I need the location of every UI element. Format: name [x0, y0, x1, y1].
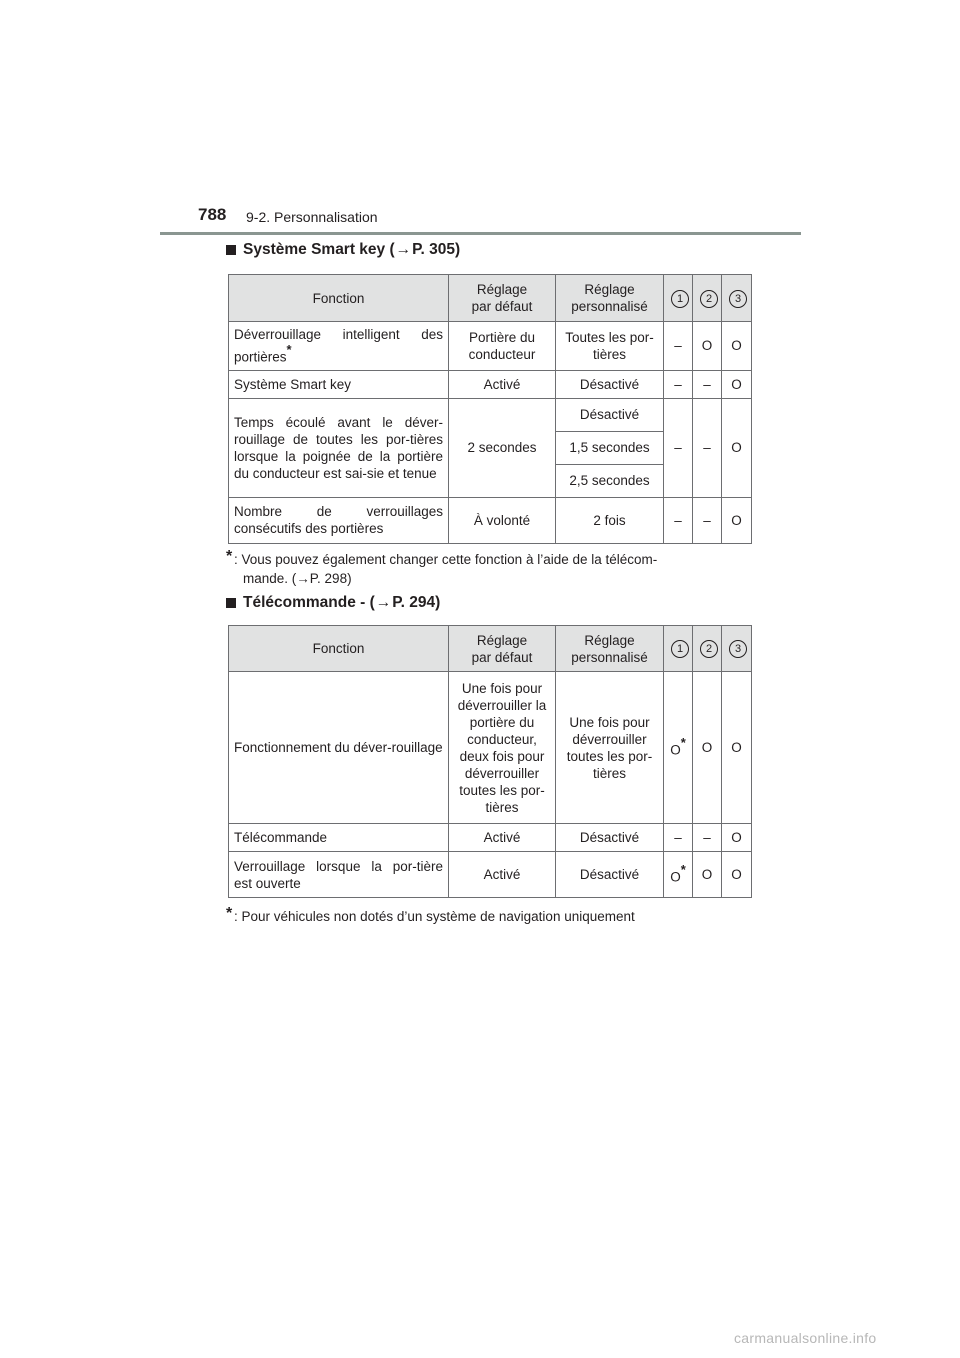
footnote-remote — [226, 907, 756, 926]
table-row — [229, 370, 752, 398]
col-custom-line2: personnalisé — [571, 299, 648, 314]
circled-1-icon: 1 — [671, 640, 689, 658]
chapter-title: 9-2. Personnalisation — [246, 209, 378, 225]
col-custom — [556, 275, 664, 322]
circled-3-icon: 3 — [729, 290, 747, 308]
method-2-cell: – — [693, 370, 722, 398]
footnote-line1: : Vous pouvez également changer cette fonction à l’aide de la télécom- — [234, 552, 658, 567]
function-cell — [229, 322, 449, 371]
method-3-cell: O — [722, 398, 752, 497]
table-row — [229, 497, 752, 543]
asterisk-icon: * — [680, 862, 686, 878]
default-cell: Activé — [449, 852, 556, 898]
square-bullet-icon — [226, 598, 236, 608]
method-2-cell: – — [693, 398, 722, 497]
col-method-1 — [664, 275, 693, 322]
col-method-1 — [664, 626, 693, 672]
col-default — [449, 626, 556, 672]
method-1-cell: – — [664, 370, 693, 398]
table-row — [229, 672, 752, 824]
default-cell: Une fois pour déverrouiller la portière du conducteur, deux fois pour déverrouiller toutes les por-tières — [449, 672, 556, 824]
function-cell: Fonctionnement du déver-rouillage — [229, 672, 449, 824]
circled-1-icon: 1 — [671, 290, 689, 308]
method-1-cell: – — [664, 824, 693, 852]
default-line1: Portière du — [468, 329, 536, 345]
col-custom-line1: Réglage — [584, 632, 635, 648]
circled-2-icon: 2 — [700, 290, 718, 308]
circled-2-icon: 2 — [700, 640, 718, 658]
method-3-cell: O — [722, 497, 752, 543]
method-3-cell: O — [722, 370, 752, 398]
asterisk-icon: * — [680, 735, 686, 751]
default-line2: conducteur — [468, 346, 536, 362]
custom-cell — [556, 322, 664, 371]
custom-option-cell: 2,5 secondes — [556, 464, 664, 497]
arrow-icon: → — [296, 571, 310, 586]
col-default-line1: Réglage — [476, 282, 528, 297]
method-1-cell: – — [664, 322, 693, 371]
function-cell: Nombre de verrouillages consécutifs des portières — [229, 497, 449, 543]
circled-3-icon: 3 — [729, 640, 747, 658]
default-cell: Activé — [449, 370, 556, 398]
method-value: O — [670, 742, 681, 758]
method-2-cell: – — [693, 497, 722, 543]
col-default-line1: Réglage — [476, 632, 528, 648]
square-bullet-icon — [226, 245, 236, 255]
arrow-icon: → — [395, 241, 412, 258]
col-default — [449, 275, 556, 322]
col-method-2 — [693, 275, 722, 322]
table-row — [229, 398, 752, 431]
header-rule — [160, 232, 801, 235]
col-function: Fonction — [229, 275, 449, 322]
table-header-row — [229, 275, 752, 322]
col-default-line2: par défaut — [471, 649, 533, 665]
custom-line2: tières — [592, 346, 626, 362]
custom-cell: Désactivé — [556, 370, 664, 398]
col-method-2 — [693, 626, 722, 672]
section-title-smart-key — [226, 241, 460, 259]
col-function: Fonction — [229, 626, 449, 672]
section-title-remote — [226, 594, 440, 612]
col-custom-line1: Réglage — [584, 282, 635, 297]
col-default-line2: par défaut — [471, 299, 533, 314]
custom-cell: Désactivé — [556, 852, 664, 898]
footnote-line2-ref: P. 298) — [309, 571, 352, 586]
smart-key-table — [228, 274, 752, 544]
custom-cell: 2 fois — [556, 497, 664, 543]
method-2-cell: – — [693, 824, 722, 852]
table-row — [229, 322, 752, 371]
section-title-ref: P. 294) — [392, 594, 441, 611]
default-cell: 2 secondes — [449, 398, 556, 497]
arrow-icon: → — [375, 594, 392, 611]
remote-table — [228, 625, 752, 898]
method-3-cell: O — [722, 824, 752, 852]
method-2-cell: O — [693, 322, 722, 371]
custom-cell: Une fois pour déverrouiller toutes les por-tières — [556, 672, 664, 824]
watermark: carmanualsonline.info — [734, 1330, 877, 1346]
col-method-3 — [722, 275, 752, 322]
asterisk-icon: * — [226, 905, 233, 922]
method-1-cell — [664, 672, 693, 824]
footnote-line2-text: mande. ( — [243, 571, 297, 586]
method-value: O — [670, 869, 681, 885]
function-cell: Système Smart key — [229, 370, 449, 398]
table-header-row — [229, 626, 752, 672]
col-custom-line2: personnalisé — [571, 649, 648, 665]
custom-option-cell: 1,5 secondes — [556, 431, 664, 464]
section-title-ref: P. 305) — [412, 241, 461, 258]
footnote-line2 — [226, 569, 756, 588]
col-method-3 — [722, 626, 752, 672]
page-number: 788 — [198, 205, 227, 224]
table-row — [229, 852, 752, 898]
custom-option-cell: Désactivé — [556, 398, 664, 431]
footnote-line1: : Pour véhicules non dotés d’un système de navigation uniquement — [234, 909, 635, 924]
method-2-cell: O — [693, 672, 722, 824]
default-cell: À volonté — [449, 497, 556, 543]
section-title-text: Télécommande - ( — [243, 594, 375, 611]
custom-line1: Toutes les por- — [565, 329, 654, 345]
function-cell: Télécommande — [229, 824, 449, 852]
section-title-text: Système Smart key ( — [243, 241, 395, 258]
function-cell: Temps écoulé avant le déver-rouillage de toutes les por-tières lorsque la poignée de la portière du conducteur est sai-sie et tenue — [229, 398, 449, 497]
asterisk-icon: * — [286, 342, 292, 357]
footnote-smart-key — [226, 550, 756, 588]
method-3-cell: O — [722, 672, 752, 824]
default-cell — [449, 322, 556, 371]
table-row — [229, 824, 752, 852]
function-text: Déverrouillage intelligent des portières — [234, 327, 443, 365]
default-cell: Activé — [449, 824, 556, 852]
method-1-cell: – — [664, 398, 693, 497]
method-3-cell: O — [722, 322, 752, 371]
col-custom — [556, 626, 664, 672]
method-1-cell — [664, 852, 693, 898]
asterisk-icon: * — [226, 548, 233, 565]
method-2-cell: O — [693, 852, 722, 898]
method-3-cell: O — [722, 852, 752, 898]
method-1-cell: – — [664, 497, 693, 543]
custom-cell: Désactivé — [556, 824, 664, 852]
function-cell: Verrouillage lorsque la por-tière est ouverte — [229, 852, 449, 898]
